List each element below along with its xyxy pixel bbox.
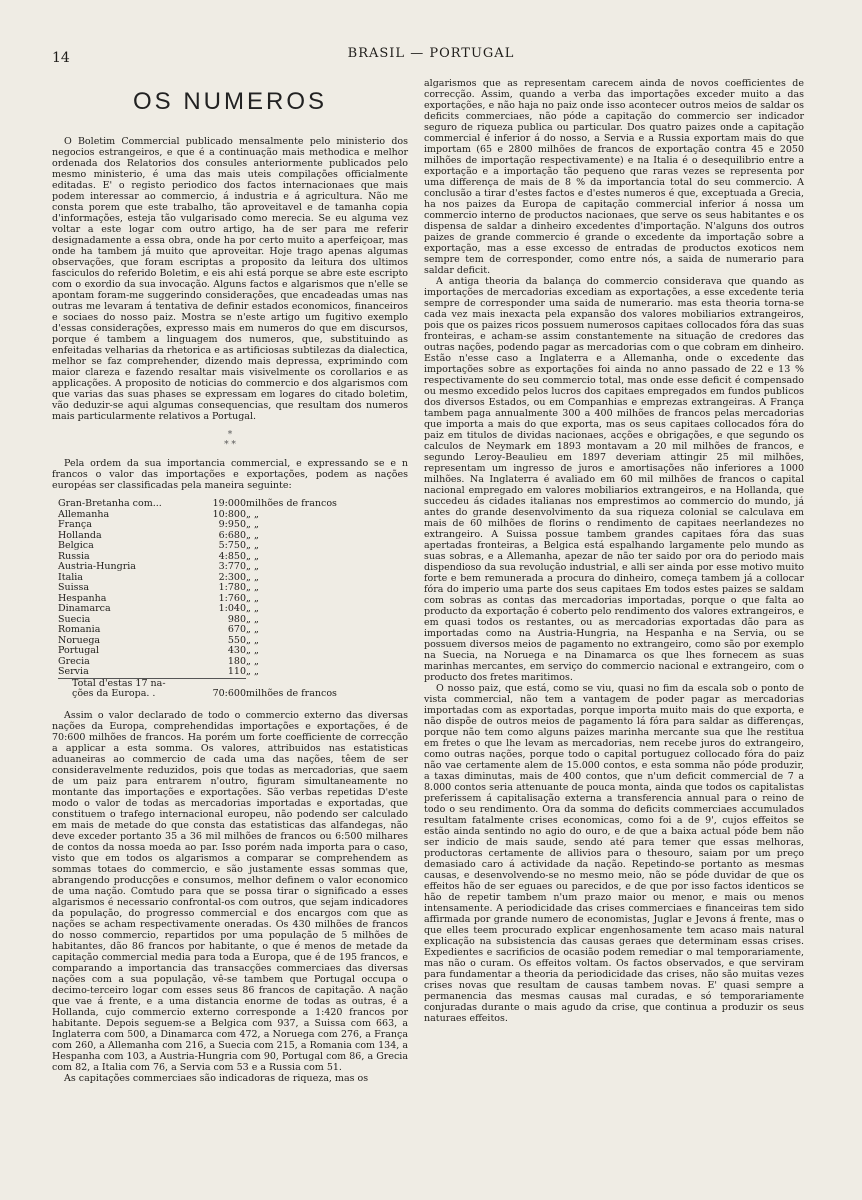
commerce-value: 1:780: [218, 582, 246, 593]
country-name: Allemanha: [58, 508, 110, 520]
total-label: Total d'estas 17 na-: [58, 678, 194, 689]
total-row: [58, 689, 337, 700]
country-name: Belgica: [58, 540, 94, 551]
article-title: OS NUMEROS: [132, 88, 327, 115]
ranking-row: [58, 520, 337, 531]
commerce-value: 180: [227, 655, 246, 667]
total-label: ções da Europa. .: [72, 688, 156, 699]
commerce-value: 110: [227, 666, 246, 677]
value-unit: „ „: [246, 592, 259, 604]
table-intro: Pela ordem da sua importancia commercial, e expressando se e n francos o valor das importações e exportações, podem as nações européas ser classificadas pela maneira seguinte:: [52, 458, 408, 491]
commerce-value: 2:300: [218, 571, 246, 583]
value-unit: „ „: [246, 582, 259, 593]
value-unit: „ „: [246, 624, 259, 635]
country-name: Italia: [58, 571, 83, 583]
analysis-paragraph: Assim o valor declarado de todo o commercio externo das diversas nações da Europa, comprehendidas importações e exportações, é de 70:600 milhões de francos. Ha porém um forte coefficiente de correcção a applicar a esta somma. Os valores, attribuidos nas estatisticas aduaneiras ao commercio de cada uma das nações, têem de ser consideravelmente reduzidos, pois que todas as mercadorias, que saem de um paiz para entrarem n'outro, figuram simultaneamente no montante das importações e exportações. São verbas repetidas D'este modo o valor de todas as mercadorias importadas e exportadas, que constituem o trafego internacional europeu, não podendo ser calculado em mais de metade do que consta das estatisticas das alfandegas, não deve exceder portanto 35 a 36 mil milhões de francos ou 6:500 milhares de contos da nossa moeda ao par. Isso porém nada importa para o caso, visto que em todos os algarismos a comparar se comprehendem as sommas totaes do commercio, e são justamente essas sommas que, abrangendo producções e consumos, melhor definem o valor economico de uma nação. Comtudo para que se possa tirar o significado a esses algarismos é necessario confrontal-os com outros, que sejam indicadores da população, do progresso commercial e dos encargos com que as nações se acham respectivamente oneradas. Os 430 milhões de francos do nosso commercio, repartidos por uma população de 5 milhões de habitantes, dão 86 francos por habitante, o que é menos de metade da capitação commercial media para toda a Europa, que é de 195 francos, e comparando a importancia das transacções commerciaes das diversas nações com a sua população, vê-se tambem que Portugal occupa o decimo-terceiro logar com esses seus 86 francos de capitação. A nação que vae á frente, e a uma distancia enorme de todas as outras, é a Hollanda, cujo commercio externo corresponde a 1:420 francos por habitante. Depois seguem-se a Belgica com 937, a Suissa com 663, a Inglaterra com 500, a Dinamarca com 472, a Noruega com 276, a França com 260, a Allemanha com 216, a Suecia com 215, a Romania com 134, a Hespanha com 103, a Austria-Hungria com 90, Portugal com 86, a Grecia com 82, a Italia com 76, a Servia com 53 e a Russia com 51.: [52, 709, 408, 1073]
left-column: [52, 136, 408, 1084]
ranking-row: [58, 510, 337, 521]
country-name: França: [58, 519, 92, 530]
commerce-value: 430: [227, 645, 246, 656]
value-unit: „ „: [246, 655, 259, 667]
commerce-value: 4:850: [218, 550, 246, 562]
commerce-value: 550: [227, 634, 246, 646]
ranking-row: [58, 583, 337, 594]
page-number: 14: [52, 50, 70, 66]
commerce-value: 1:760: [218, 592, 246, 604]
continued-paragraph: algarismos que as representam carecem ainda de novos coefficientes de correcção. Assim, quando a verba das importações exceder muito a das exportações, e não haja no paiz onde isso acontecer outros meios de saldar os deficits commerciaes, não póde a capitação do commercio ser indicador seguro de riqueza publica ou particular. Dos quatro paizes onde a capitação commercial é inferior á do nosso, a Servia e a Russia exportam mais do que importam (65 e 2800 milhões de francos de exportação contra 45 e 2050 milhões de importação respectivamente) e na Italia é o desequilibrio entre a exportação e a importação tão pequeno que raras vezes se representa por uma differença de mais de 8 % da importancia total do seu commercio. A conclusão a tirar d'estes factos e d'estes numeros é que, exceptuada a Grecia, ha nos paizes da Europa de capitação commercial inferior á nossa um commercio interno de productos nacionaes, que serve os seus habitantes e os dispensa de saldar a dinheiro excedentes d'importação. N'alguns dos outros paizes de grande commercio é grande o excedente da importação sobre a exportação, mas a esse excesso de entradas de productos exoticos nem sempre tem de corresponder, como entre nós, a saida de numerario para saldar deficit.: [424, 78, 804, 276]
country-name: Russia: [58, 550, 90, 562]
ranking-row: [58, 646, 337, 657]
value-unit: milhões de francos: [246, 498, 337, 509]
country-name: Suissa: [58, 582, 90, 593]
value-unit: „ „: [246, 508, 259, 520]
value-unit: „ „: [246, 645, 259, 656]
ranking-rows: [58, 499, 337, 700]
ranking-row: [58, 667, 337, 678]
commerce-value: 5:750: [218, 540, 246, 551]
value-unit: „ „: [246, 529, 259, 541]
country-name: Austria-Hungria: [58, 561, 136, 572]
commerce-value: 6:680: [218, 529, 246, 541]
continuation-paragraph: As capitações commerciaes são indicadoras de riqueza, mas os: [64, 1072, 369, 1084]
commerce-value: 980: [227, 613, 246, 625]
commerce-value: 10:800: [212, 508, 246, 520]
portugal-paragraph: O nosso paiz, que está, como se viu, quasi no fim da escala sob o ponto de vista commercial, não tem a vantagem de poder pagar as mercadorias importadas com as exportadas, porque importa muito mais do que exporta, e não dispõe de outros meios de pagamento lá fóra para saldar as differenças, porque não tem como alguns paizes marinha mercante sua que lhe restitua em fretes o que lhe levam as mercadorias, nem recebe juros do extrangeiro, como outras nações, porque todo o capital portuguez collocado fóra do paiz não vae certamente alem de 15.000 contos, e esta somma não póde produzir, a taxas diminutas, mais de 400 contos, que n'um deficit commercial de 7 a 8.000 contos seria attenuante de pouca monta, ainda que todos os capitalistas preferissem á capitalisação externa a transferencia annual para o reino de todo o seu rendimento. Ora da somma do deficits commerciaes accumulados resultam fatalmente crises economicas, como foi a de 9', cujos effeitos se estão ainda sentindo no agio do ouro, e de que a baixa actual póde bem não ser indicio de mais saude, sendo até para temer que essas melhoras, productoras certamente de allivios para o thesouro, saiam por um preço demasiado caro á actividade da nação. Repetindo-se portanto as mesmas causas, e desenvolvendo-se no mesmo meio, não se póde duvidar de que os effeitos hão de ser eguaes ou parecidos, e de que por isso factos identicos se hão de repetir tambem n'um prazo maior ou menor, e mais ou menos intensamente. A periodicidade das crises commerciaes e financeiras tem sido affirmada por grande numero de economistas, Juglar e Jevons á frente, mas o que elles teem procurado explicar engenhosamente tem acaso mais natural explicação na subsistencia das causas geraes que determinam essas crises. Expedientes e sacrificios de ocasião podem remediar o mal temporariamente, mas não o curam. Os effeitos voltam. Os factos observados, e que serviram para fundamentar a theoria da periodicidade das crises, não são muitas vezes crises novas que resultam de causas tambem novas. E' quasi sempre a permanencia das mesmas causas mal curadas, e só temporariamente conjuradas durante o mais agudo da crise, que continua a produzir os seus naturaes effeitos.: [424, 683, 804, 1024]
right-column: [424, 78, 804, 1024]
value-unit: „ „: [246, 634, 259, 646]
country-name: Suecia: [58, 613, 91, 625]
country-name: Servia: [58, 666, 89, 677]
country-name: Noruega: [58, 634, 101, 646]
ranking-row: [58, 499, 337, 510]
value-unit: „ „: [246, 519, 259, 530]
country-name: Hollanda: [58, 529, 102, 541]
intro-paragraph: O Boletim Commercial publicado mensalmente pelo ministerio dos negocios estrangeiros, e que é a continuação mais methodica e melhor ordenada dos Relatorios dos consules anteriormente publicados pelo mesmo ministerio, é uma das mais uteis compilações officialmente editadas. E' o registo periodico dos factos internacionaes que mais podem interessar ao commercio, á industria e á agricultura. Não me consta porem que este trabalho, tão aproveitavel e de tamanha copia d'informações, esteja tão vulgarisado como merecia. Se eu alguma vez voltar a este logar com outro artigo, ha de ser para me referir designadamente a essa obra, onde ha por certo muito a aperfeiçoar, mas onde ha tambem já muito que aproveitar. Hoje trago apenas algumas observações, que foram escriptas a proposito da leitura dos ultimos fasciculos do referido Boletim, e eis ahi está porque se abre este escripto com o exordio da sua invocação. Alguns factos e algarismos que n'elle se apontam foram-me suggerindo considerações, que encadeadas umas nas outras me levaram á tentativa de definir estados economicos, financeiros e sociaes do nosso paiz. Mostra se n'este artigo um fugitivo exemplo d'essas considerações, expresso mais em numeros do que em discursos, porque é tambem a linguagem dos numeros, que, substituindo as enfeitadas velharias da rhetorica e as artificiosas subtilezas da dialectica, melhor se faz comprehender, dizendo mais depressa, exprimindo com maior clareza e fazendo resaltar mais visivelmente os corollarios e as applicações. A proposito de noticias do commercio e dos algarismos com que varias das suas phases se expressam em logares do citado boletim, vão deduzir-se aqui algumas consequencias, que resultam dos numeros mais particularmente relativos a Portugal.: [52, 136, 408, 422]
country-name: Portugal: [58, 645, 99, 656]
value-unit: „ „: [246, 550, 259, 562]
running-header: BRASIL — PORTUGAL: [347, 46, 515, 61]
commerce-value: 3:770: [218, 561, 246, 572]
country-name: Romania: [58, 624, 101, 635]
value-unit: „ „: [246, 561, 259, 572]
ranking-row: [58, 636, 337, 647]
ranking-row: [58, 573, 337, 584]
commerce-value: 9:950: [218, 519, 246, 530]
country-name: Gran-Bretanha com...: [58, 498, 162, 509]
commerce-value: 19:000: [212, 498, 246, 509]
commerce-value: 1:040: [218, 603, 246, 614]
value-unit: „ „: [246, 540, 259, 551]
country-name: Dinamarca: [58, 603, 111, 614]
section-divider-bottom: * *: [224, 440, 236, 450]
value-unit: „ „: [246, 571, 259, 583]
section-divider-top: *: [227, 430, 233, 440]
ranking-row: [58, 531, 337, 542]
value-unit: „ „: [246, 603, 259, 614]
commerce-value: 670: [227, 624, 246, 635]
ranking-row: [58, 625, 337, 636]
commerce-ranking-table: [58, 499, 337, 700]
ranking-row: [58, 562, 337, 573]
total-value: 70:600: [212, 688, 246, 699]
country-name: Grecia: [58, 655, 90, 667]
ranking-row: [58, 541, 337, 552]
left-tail: [52, 710, 408, 1084]
ranking-row: [58, 657, 337, 668]
value-unit: „ „: [246, 613, 259, 625]
country-name: Hespanha: [58, 592, 107, 604]
value-unit: „ „: [246, 666, 259, 678]
balance-theory-paragraph: A antiga theoria da balança do commercio considerava que quando as importações de mercadorias excediam as exportações, a esse excedente teria sempre de corresponder uma saida de numerario. mas esta theoria torna-se cada vez mais inexacta pela expansão dos valores mobiliarios extrangeiros, pois que os paizes ricos possuem numerosos capitaes collocados fóra das suas fronteiras, e acham-se assim constantemente na situação de credores das outras nações, podendo pagar as mercadorias com o que cobram em dinheiro. Estão n'esse caso a Inglaterra e a Allemanha, onde o excedente das importações sobre as exportações foi ainda no anno passado de 22 e 13 % respectivamente do seu commercio total, mas onde esse deficit é compensado ou mesmo excedido pelos lucros dos capitaes empregados em fundos publicos dos diversos Estados, ou em Companhias e emprezas extrangeiras. A França tambem paga annualmente 300 a 400 milhões de francos pelas mercadorias que importa a mais do que exporta, mas os seus capitaes collocados fóra do paiz em titulos de dividas nacionaes, acções e obrigações, e que segundo os calculos de Neymark em 1893 montavam a 20 mil milhões de francos, e segundo Leroy-Beaulieu em 1897 deveriam attingir 25 mil milhões, representam um ingresso de juros e amortisações não inferiores a 1000 milhões. Na Inglaterra é avaliado em 60 mil milhões de francos o capital nacional empregado em valores mobiliarios extrangeiros, e na Hollanda, que succedeu ás cidades italianas nos emprestimos ao commercio do mundo, já antes do grande desenvolvimento da sua riqueza colonial se calculava em mais de 60 milhões de florins o rendimento de capitaes neerlandezes no extrangeiro. A Suissa possue tambem grandes capitaes fóra das suas apertadas fronteiras, a Belgica está espalhando largamente pelo mundo as suas sobras, e a Allemanha, apezar de não ter saido por ora do periodo mais dispendioso da sua revolução industrial, e alli ser ainda por esse motivo muito forte e bem remunerada a procura do dinheiro, começa tambem já a collocar fóra do imperio uma parte dos seus capitaes Em todos estes paizes se saldam com sobras as contas das mercadorias importadas, porque o que falta ao producto da exportação é coberto pelo rendimento dos valores extrangeiros, e em quasi todos os restantes, ou as mercadorias exportadas dão para as importadas como na Austria-Hungria, na Hespanha e na Servia, ou se possuem diversos meios de pagamento no extrangeiro, como são por exemplo na Suecia, na Noruega e na Dinamarca os que lhes fornecem as suas marinhas mercantes, em serviço do commercio nacional e extrangeiro, com o producto dos fretes maritimos.: [424, 276, 804, 683]
ranking-row: [58, 604, 337, 615]
total-unit: milhões de francos: [246, 688, 337, 699]
